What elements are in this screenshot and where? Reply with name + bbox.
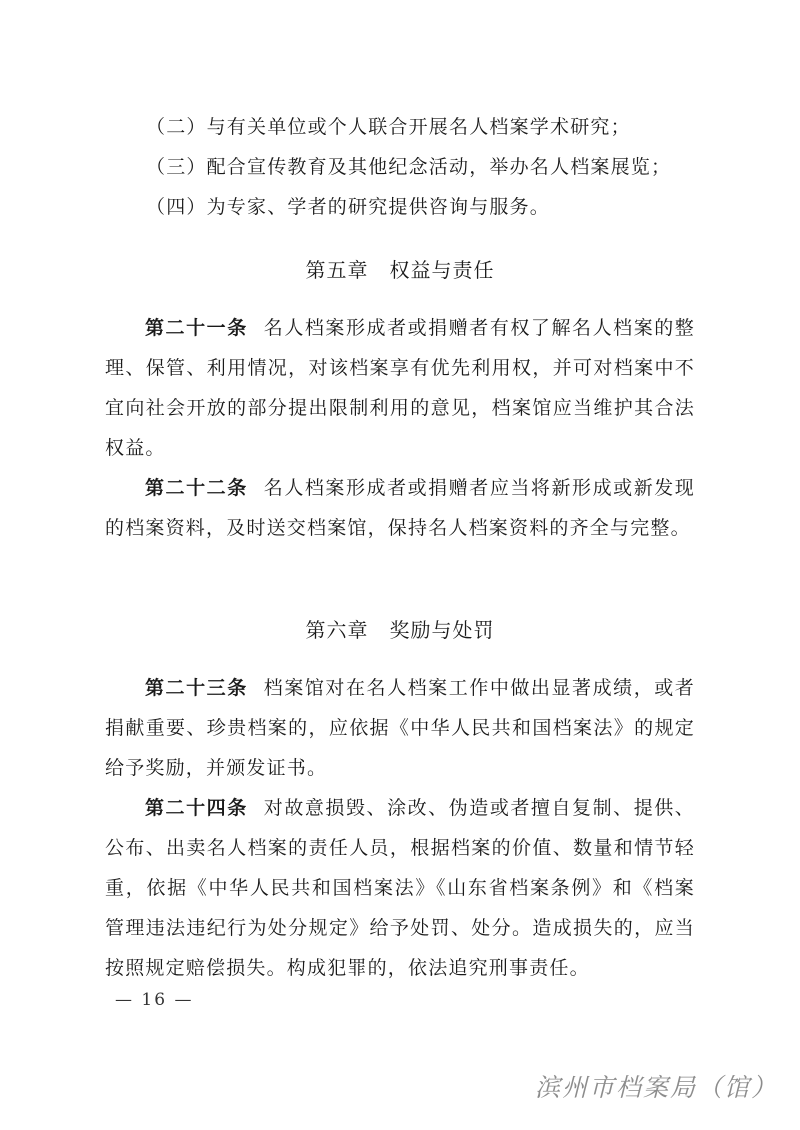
chapter-heading-5: 第五章 权益与责任 xyxy=(305,258,495,282)
article-text: 名人档案形成者或捐赠者有权了解名人档案的整理、保管、利用情况，对该档案享有优先利用权，并可对档案中不宜向社会开放的部分提出限制利用的意见，档案馆应当维护其合法权益。 xyxy=(105,317,695,459)
article-21 xyxy=(105,308,695,468)
article-label: 第二十二条 xyxy=(145,477,248,499)
page-number: — 16 — xyxy=(115,990,194,1010)
list-item-4: （四）为专家、学者的研究提供咨询与服务。 xyxy=(146,196,551,218)
article-text: 名人档案形成者或捐赠者应当将新形成或新发现的档案资料，及时送交档案馆，保持名人档案资料的齐全与完整。 xyxy=(105,477,695,539)
list-item-3: （三）配合宣传教育及其他纪念活动，举办名人档案展览； xyxy=(146,156,672,178)
article-24 xyxy=(105,788,695,988)
article-23 xyxy=(105,668,695,788)
article-text: 对故意损毁、涂改、伪造或者擅自复制、提供、公布、出卖名人档案的责任人员，根据档案的价值、数量和情节轻重，依据《中华人民共和国档案法》《山东省档案条例》和《档案管理违法违纪行为处分规定》给予处罚、处分。造成损失的，应当按照规定赔偿损失。构成犯罪的，依法追究刑事责任。 xyxy=(105,797,695,979)
list-item-2: （二）与有关单位或个人联合开展名人档案学术研究； xyxy=(146,116,631,138)
article-label: 第二十一条 xyxy=(145,317,248,339)
article-label: 第二十三条 xyxy=(145,677,248,699)
chapter-heading-6: 第六章 奖励与处罚 xyxy=(305,618,495,642)
article-22 xyxy=(105,468,695,548)
archive-bureau-stamp: 滨州市档案局（馆） xyxy=(534,1073,778,1102)
article-label: 第二十四条 xyxy=(145,797,248,819)
article-text: 档案馆对在名人档案工作中做出显著成绩，或者捐献重要、珍贵档案的，应依据《中华人民共和国档案法》的规定给予奖励，并颁发证书。 xyxy=(105,677,695,779)
